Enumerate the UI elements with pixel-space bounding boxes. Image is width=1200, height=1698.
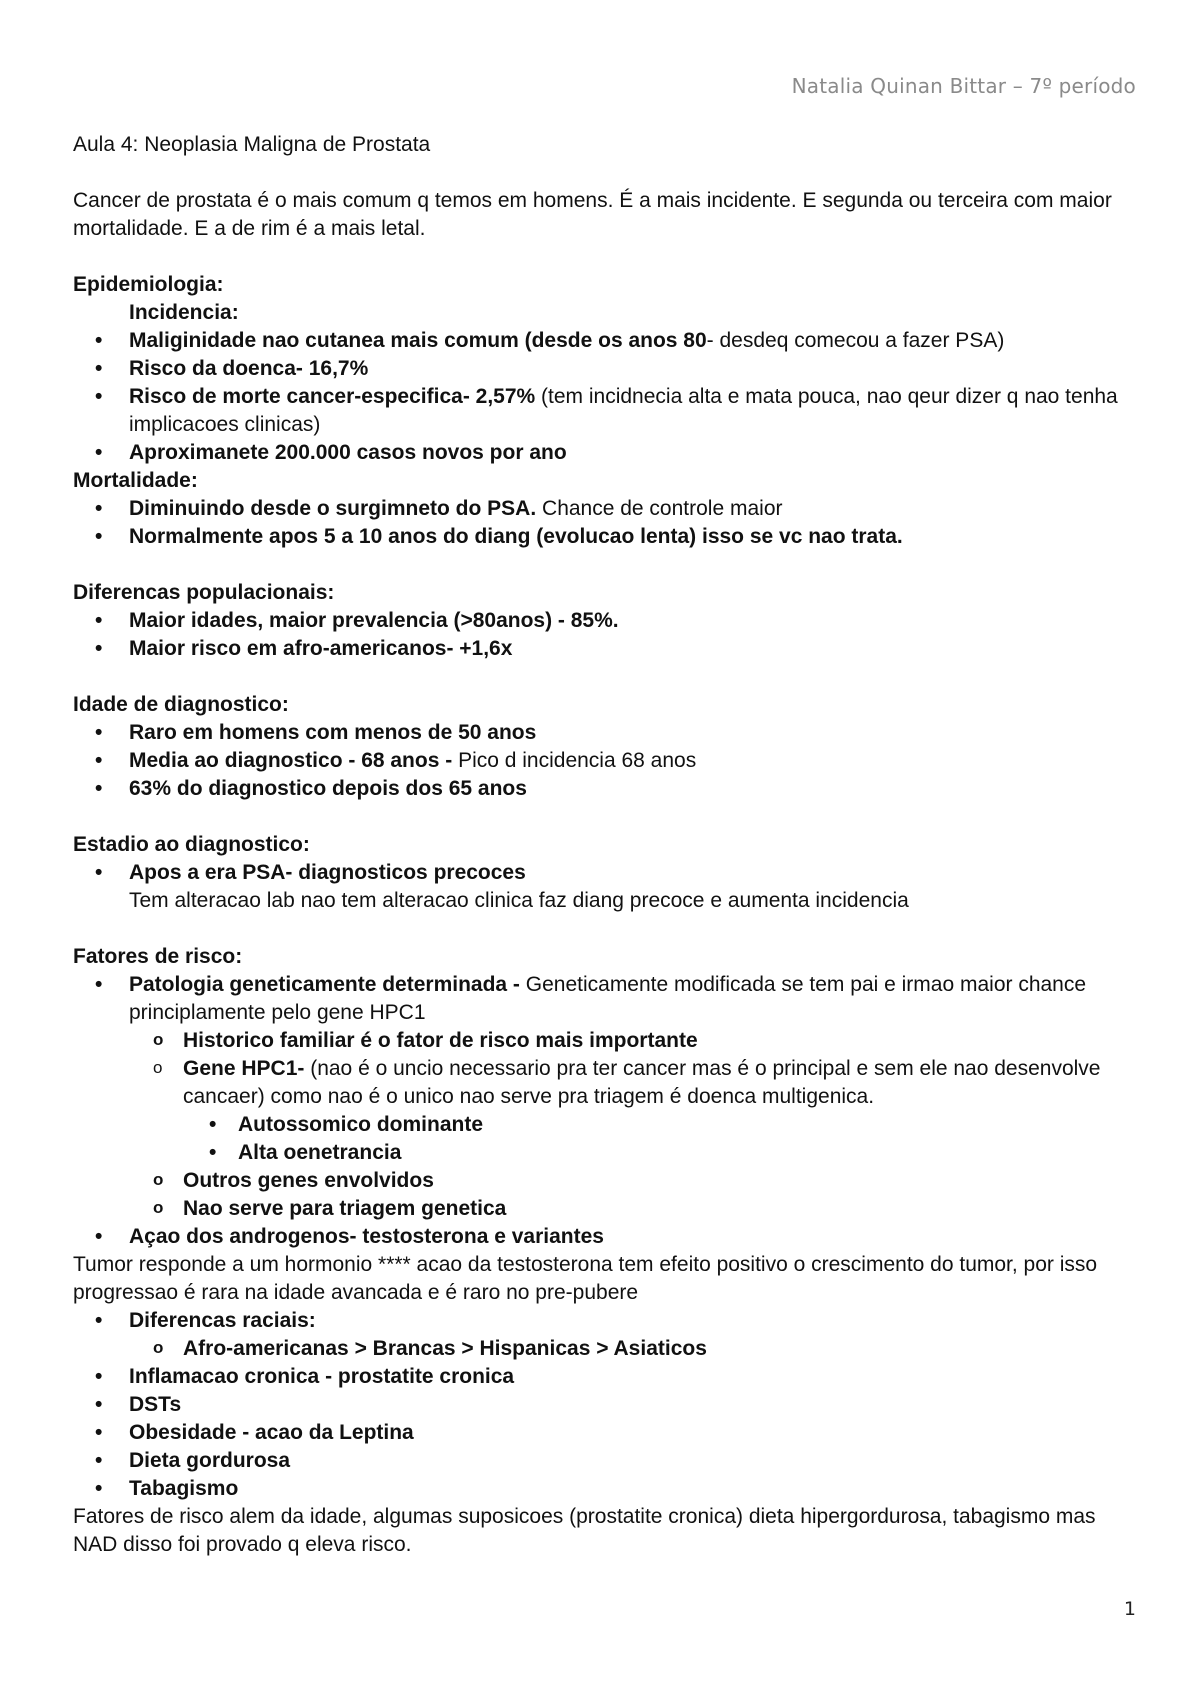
list-item: • Raro em homens com menos de 50 anos [73, 719, 1133, 747]
list-item: • Risco da doenca- 16,7% [73, 355, 1133, 383]
list-item: • Diminuindo desde o surgimneto do PSA. Chance de controle maior [73, 495, 1133, 523]
list-item: • Alta oenetrancia [73, 1139, 1133, 1167]
idade-list [73, 719, 1133, 803]
list-item: • Tabagismo [73, 1475, 1133, 1503]
list-item: • Diferencas raciais: [73, 1307, 1133, 1335]
document-title: Aula 4: Neoplasia Maligna de Prostata [73, 133, 431, 156]
list-item: • Inflamacao cronica - prostatite cronica [73, 1363, 1133, 1391]
tumor-paragraph: Tumor responde a um hormonio **** acao da testosterona tem efeito positivo o crescimento do tumor, por isso progressao é rara na idade avancada e é raro no pre-pubere [73, 1253, 1098, 1304]
section-heading-idade-diagnostico: Idade de diagnostico: [73, 693, 289, 716]
diferencas-populacionais-list [73, 607, 1133, 663]
list-item: • Aproximanete 200.000 casos novos por ano [73, 439, 1133, 467]
closing-paragraph: Fatores de risco alem da idade, algumas suposicoes (prostatite cronica) dieta hipergordurosa, tabagismo mas NAD disso foi provado q eleva risco. [73, 1505, 1096, 1556]
subheading-incidencia: Incidencia: [129, 301, 239, 324]
subheading-mortalidade: Mortalidade: [73, 469, 198, 492]
page-number: 1 [1123, 1598, 1136, 1620]
section-heading-fatores-risco: Fatores de risco: [73, 945, 243, 968]
estadio-note: Tem alteracao lab nao tem alteracao clinica faz diang precoce e aumenta incidencia [129, 889, 909, 912]
list-item: • Maior idades, maior prevalencia (>80anos) - 85%. [73, 607, 1133, 635]
list-item: • 63% do diagnostico depois dos 65 anos [73, 775, 1133, 803]
list-item: • Maior risco em afro-americanos- +1,6x [73, 635, 1133, 663]
list-item: o Historico familiar é o fator de risco mais importante [73, 1027, 1133, 1055]
list-item: o Nao serve para triagem genetica [73, 1195, 1133, 1223]
list-item: o Afro-americanas > Brancas > Hispanicas > Asiaticos [73, 1335, 1133, 1363]
incidencia-list [73, 327, 1133, 467]
page-header: Natalia Quinan Bittar – 7º período [791, 74, 1136, 98]
list-item: • Apos a era PSA- diagnosticos precoces [73, 859, 1133, 887]
section-heading-diferencas-populacionais: Diferencas populacionais: [73, 581, 335, 604]
list-item: • DSTs [73, 1391, 1133, 1419]
intro-paragraph: Cancer de prostata é o mais comum q temos em homens. É a mais incidente. E segunda ou terceira com maior mortalidade. E a de rim é a mais letal. [73, 189, 1112, 240]
list-item: • Risco de morte cancer-especifica- 2,57% (tem incidnecia alta e mata pouca, nao qeur dizer q nao tenha implicacoes clinicas) [73, 383, 1133, 439]
section-heading-estadio: Estadio ao diagnostico: [73, 833, 310, 856]
list-item: • Media ao diagnostico - 68 anos - Pico d incidencia 68 anos [73, 747, 1133, 775]
fatores-list [73, 971, 1133, 1251]
fatores-list-2 [73, 1307, 1133, 1503]
list-item: • Normalmente apos 5 a 10 anos do diang (evolucao lenta) isso se vc nao trata. [73, 523, 1133, 551]
list-item: • Obesidade - acao da Leptina [73, 1419, 1133, 1447]
document-body [73, 131, 1133, 1559]
list-item: • Patologia geneticamente determinada - Geneticamente modificada se tem pai e irmao maior chance principlamente pelo gene HPC1 [73, 971, 1133, 1027]
list-item: o Gene HPC1- (nao é o uncio necessario pra ter cancer mas é o principal e sem ele nao desenvolve cancaer) como nao é o unico nao serve pra triagem é doenca multigenica. [73, 1055, 1133, 1111]
list-item: • Açao dos androgenos- testosterona e variantes [73, 1223, 1133, 1251]
list-item: • Autossomico dominante [73, 1111, 1133, 1139]
estadio-list [73, 859, 1133, 887]
list-item: • Dieta gordurosa [73, 1447, 1133, 1475]
list-item: • Maliginidade nao cutanea mais comum (desde os anos 80- desdeq comecou a fazer PSA) [73, 327, 1133, 355]
list-item: o Outros genes envolvidos [73, 1167, 1133, 1195]
mortalidade-list [73, 495, 1133, 551]
section-heading-epidemiologia: Epidemiologia: [73, 273, 224, 296]
